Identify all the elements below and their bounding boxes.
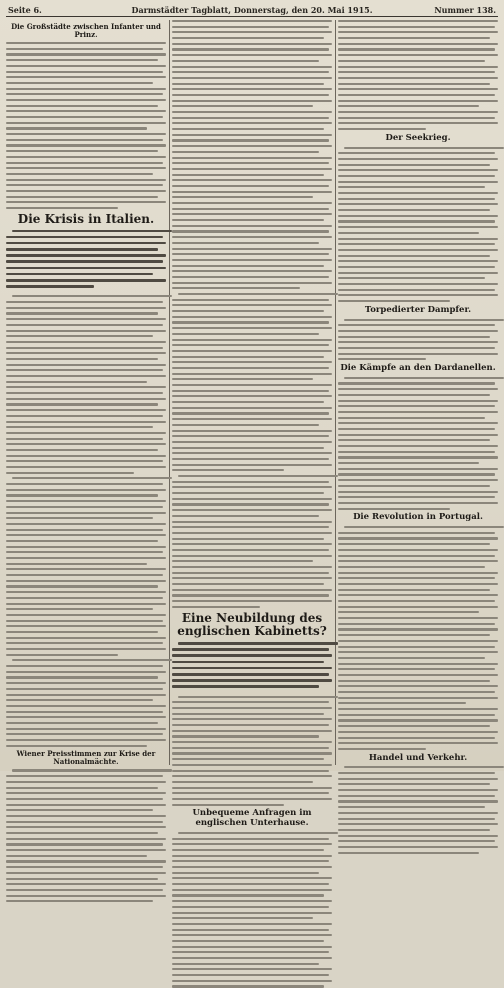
article-body <box>6 230 166 747</box>
article-headline: Handel und Verkehr. <box>368 752 468 763</box>
column-divider <box>169 20 170 765</box>
newspaper-title: Darmstädter Tagblatt, Donnerstag, den 20. Mai 1915. <box>131 5 373 15</box>
article-headline: Die Kämpfe an den Dardanellen. <box>340 363 496 374</box>
article-headline: Die Großstädte zwischen Infanter und Prinz. <box>11 22 161 40</box>
page-number: Seite 6. <box>8 5 42 15</box>
article-headline: Wiener Preisstimmen zur Krise der Nationalmächte. <box>16 749 156 767</box>
article-body <box>338 20 498 130</box>
article-body <box>338 319 498 361</box>
article-headline: Der Seekrieg. <box>385 132 451 143</box>
article-headline: Eine Neubildung des englischen Kabinetts? <box>177 610 327 639</box>
article-body <box>338 377 498 510</box>
article-body <box>172 20 332 608</box>
article-body <box>172 642 332 806</box>
column-3 <box>338 20 498 765</box>
article-body <box>338 147 498 303</box>
masthead <box>6 4 498 17</box>
article-headline: Die Revolution in Portugal. <box>353 512 483 523</box>
issue-number: Nummer 138. <box>434 5 496 15</box>
article-body <box>172 832 332 988</box>
column-2 <box>172 20 332 829</box>
article-headline: Torpedierter Dampfer. <box>364 304 472 315</box>
article-body <box>6 769 166 902</box>
article-body <box>6 42 166 209</box>
article-headline: Unbequeme Anfragen im englischen Unterhause. <box>192 808 312 829</box>
column-1 <box>6 20 166 765</box>
article-headline: Die Krisis in Italien. <box>17 211 155 226</box>
article-body <box>338 766 498 853</box>
article-body <box>338 526 498 750</box>
column-divider <box>335 20 336 765</box>
